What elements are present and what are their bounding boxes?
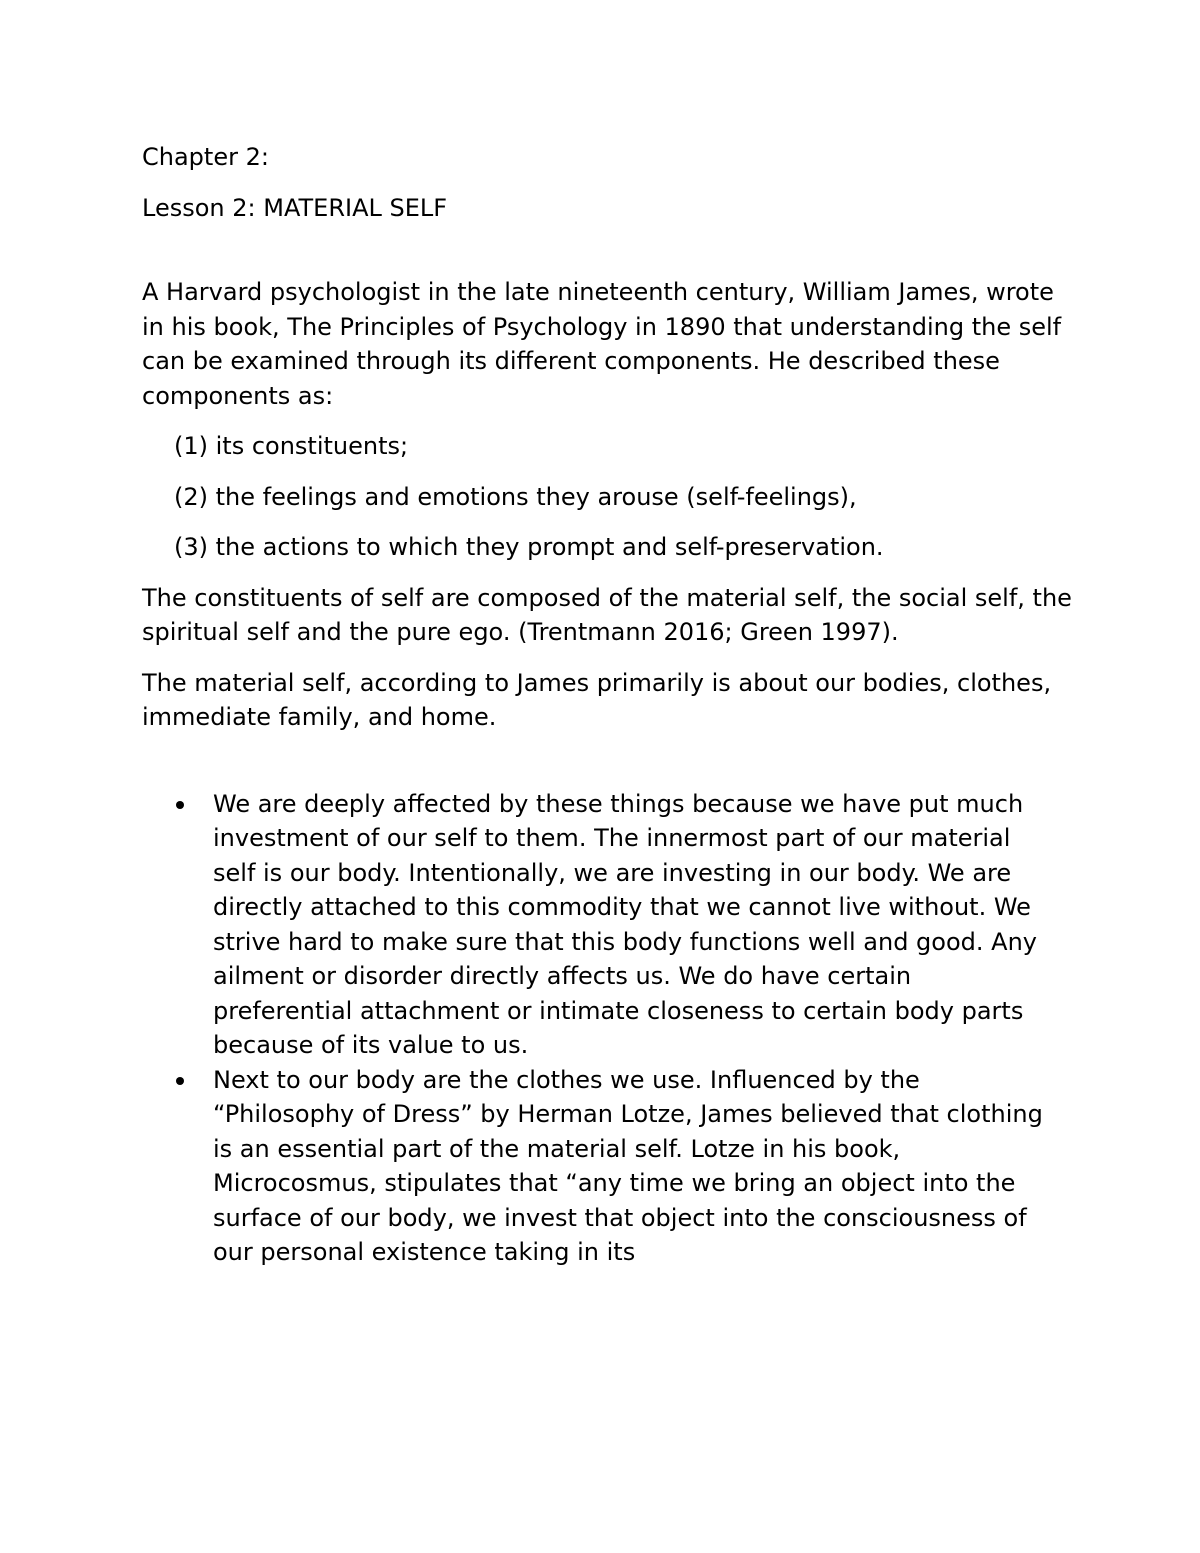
- bullet-item: [142, 787, 1058, 1063]
- chapter-heading: Chapter 2:: [142, 143, 269, 171]
- component-item: (2) the feelings and emotions they arouse (self-feelings),: [174, 482, 857, 511]
- lesson-heading: Lesson 2: MATERIAL SELF: [142, 193, 448, 222]
- bullet-list: [142, 787, 1072, 1270]
- intro-paragraph: A Harvard psychologist in the late nineteenth century, William James, wrote in his book, The Principles of Psychology in 1890 that understanding the self can be examined through its different components. He described these components as:: [142, 278, 1062, 410]
- component-item: (3) the actions to which they prompt and self-preservation.: [174, 533, 884, 561]
- bullet-text: We are deeply affected by these things because we have put much investment of our self to them. The innermost part of our material self is our body. Intentionally, we are investing in our body. We are directly attached to this commodity that we cannot live without. We strive hard to make sure that this body functions well and good. Any ailment or disorder directly affects us. We do have certain preferential attachment or intimate closeness to certain body parts because of its value to us.: [213, 789, 1037, 1059]
- material-self-paragraph: The material self, according to James primarily is about our bodies, clothes, immediate family, and home.: [142, 668, 1052, 731]
- component-item: (1) its constituents;: [174, 432, 409, 460]
- bullet-dot-icon: [176, 1077, 184, 1085]
- document-page: [142, 140, 1072, 1270]
- bullet-dot-icon: [176, 801, 184, 809]
- bullet-item: [142, 1063, 1058, 1270]
- constituents-paragraph: The constituents of self are composed of the material self, the social self, the spiritual self and the pure ego. (Trentmann 2016; Green 1997).: [142, 583, 1072, 646]
- components-list: [142, 429, 1072, 565]
- bullet-text: Next to our body are the clothes we use. Influenced by the “Philosophy of Dress” by Herman Lotze, James believed that clothing is an essential part of the material self. Lotze in his book, Microcosmus, stipulates that “any time we bring an object into the surface of our body, we invest that object into the consciousness of our personal existence taking in its: [213, 1065, 1043, 1266]
